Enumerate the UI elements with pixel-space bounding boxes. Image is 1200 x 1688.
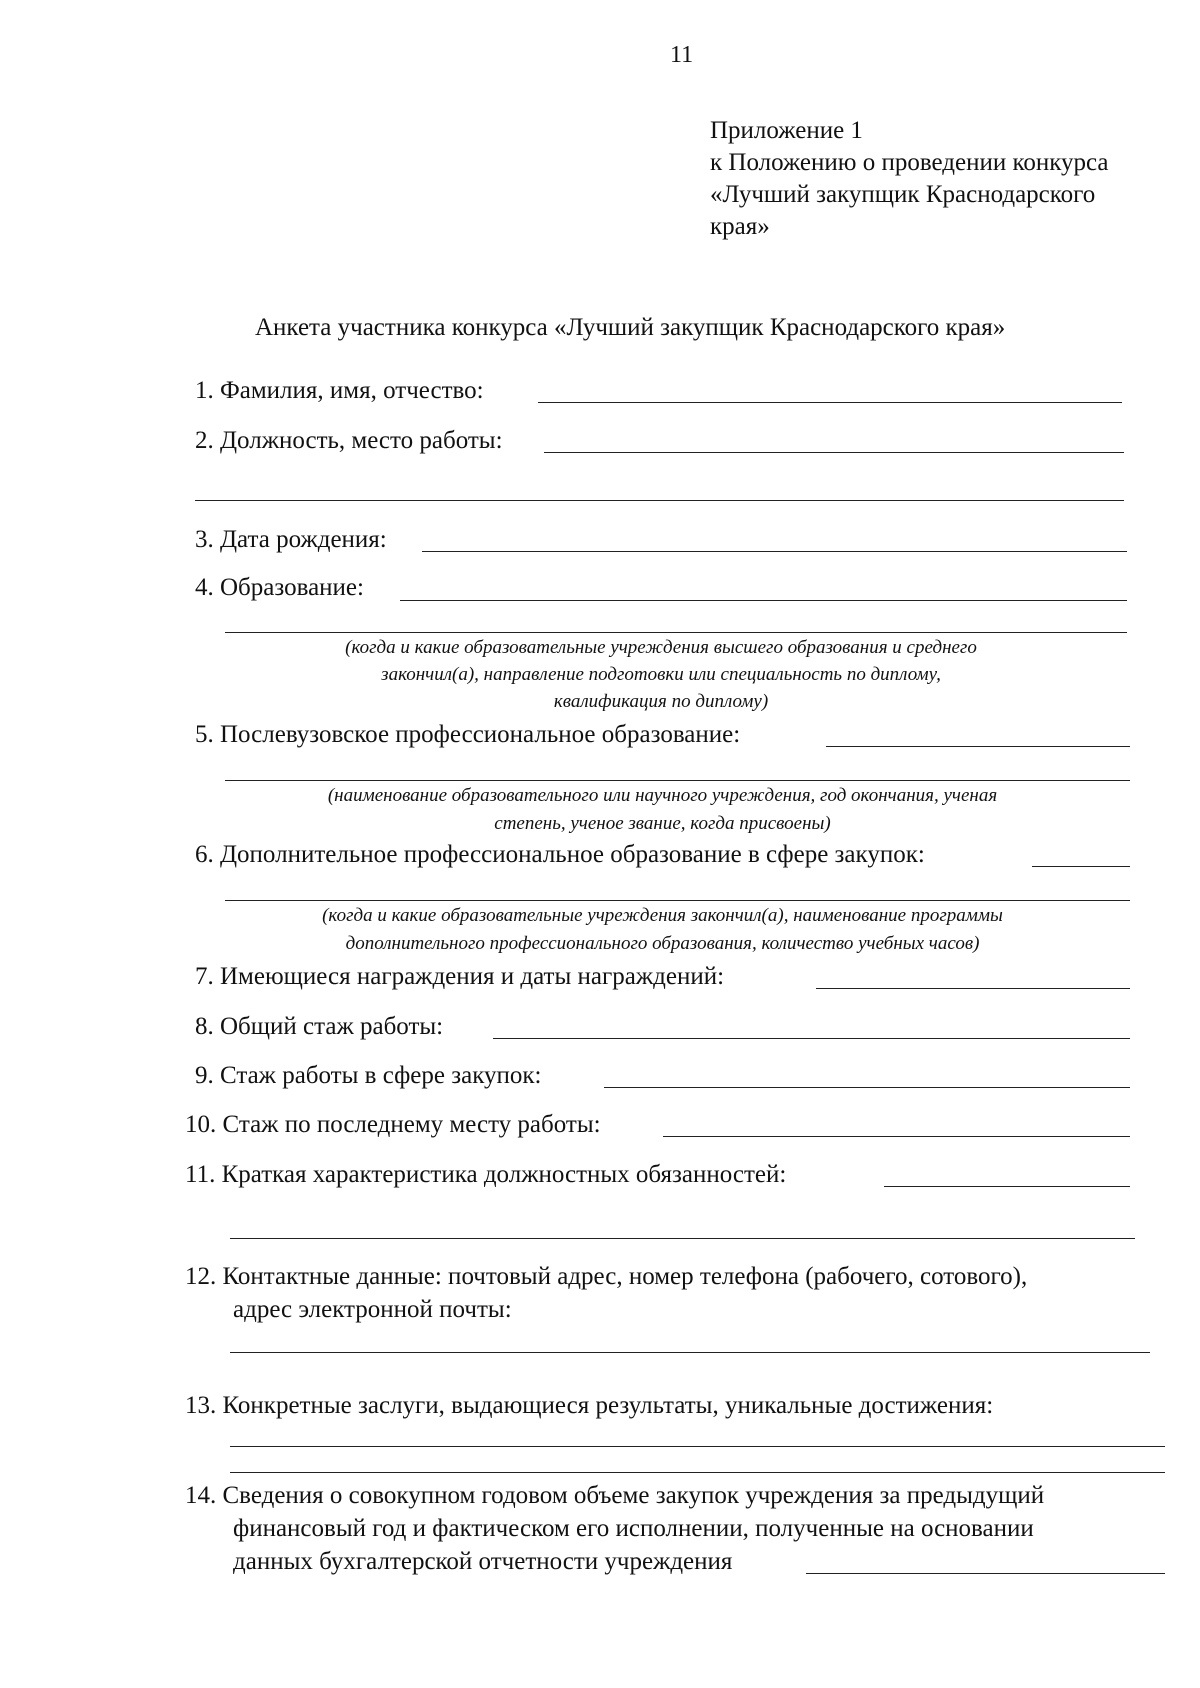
field-6-label: 6. Дополнительное профессиональное образование в сфере закупок: xyxy=(195,841,925,868)
field-3-input-line[interactable] xyxy=(422,551,1127,552)
field-6-input-line-2[interactable] xyxy=(225,900,1130,901)
form-title: Анкета участника конкурса «Лучший закупщик Краснодарского края» xyxy=(255,314,1006,341)
field-12-label-2: адрес электронной почты: xyxy=(233,1296,512,1323)
field-7-label: 7. Имеющиеся награждения и даты награждений: xyxy=(195,963,725,990)
field-5-hint-2: степень, ученое звание, когда присвоены) xyxy=(494,813,831,834)
appendix-line-1: Приложение 1 xyxy=(710,117,863,144)
field-4-hint-3: квалификация по диплому) xyxy=(553,691,769,712)
field-14-label-1: 14. Сведения о совокупном годовом объеме закупок учреждения за предыдущий xyxy=(185,1482,1045,1509)
field-12-label-1: 12. Контактные данные: почтовый адрес, номер телефона (рабочего, сотового), xyxy=(185,1263,1028,1290)
field-6-hint-2: дополнительного профессионального образования, количество учебных часов) xyxy=(345,933,980,954)
field-4-hint-1: (когда и какие образовательные учреждения высшего образования и среднего xyxy=(345,637,977,658)
field-5-input-line-2[interactable] xyxy=(225,780,1130,781)
field-2-label: 2. Должность, место работы: xyxy=(195,427,503,454)
field-2-input-line[interactable] xyxy=(544,452,1124,453)
field-13-input-line-2[interactable] xyxy=(230,1472,1165,1473)
field-5-hint-1: (наименование образовательного или научного учреждения, год окончания, ученая xyxy=(327,785,998,806)
field-14-input-line[interactable] xyxy=(806,1573,1165,1574)
field-5-label: 5. Послевузовское профессиональное образование: xyxy=(195,721,741,748)
appendix-line-3: «Лучший закупщик Краснодарского xyxy=(710,181,1096,208)
field-11-label: 11. Краткая характеристика должностных обязанностей: xyxy=(185,1161,787,1188)
field-1-label: 1. Фамилия, имя, отчество: xyxy=(195,377,484,404)
field-1-input-line[interactable] xyxy=(538,402,1122,403)
field-4-input-line-2[interactable] xyxy=(225,632,1127,633)
field-10-input-line[interactable] xyxy=(663,1136,1130,1137)
field-13-input-line[interactable] xyxy=(230,1446,1165,1447)
field-11-input-line-2[interactable] xyxy=(230,1238,1135,1239)
field-12-input-line[interactable] xyxy=(230,1352,1150,1353)
field-4-label: 4. Образование: xyxy=(195,574,364,601)
field-10-label: 10. Стаж по последнему месту работы: xyxy=(185,1111,601,1138)
field-8-label: 8. Общий стаж работы: xyxy=(195,1013,444,1040)
field-4-input-line[interactable] xyxy=(400,600,1127,601)
field-2-input-line-2[interactable] xyxy=(195,500,1124,501)
field-4-hint-2: закончил(а), направление подготовки или специальность по диплому, xyxy=(381,664,941,685)
field-6-input-line[interactable] xyxy=(1032,866,1130,867)
field-3-label: 3. Дата рождения: xyxy=(195,526,387,553)
field-14-label-3: данных бухгалтерской отчетности учреждения xyxy=(233,1548,733,1575)
appendix-line-4: края» xyxy=(710,213,770,240)
field-5-input-line[interactable] xyxy=(826,746,1130,747)
page-number: 11 xyxy=(670,42,694,68)
field-8-input-line[interactable] xyxy=(493,1038,1130,1039)
field-13-label: 13. Конкретные заслуги, выдающиеся результаты, уникальные достижения: xyxy=(185,1392,994,1419)
field-9-input-line[interactable] xyxy=(604,1087,1130,1088)
field-9-label: 9. Стаж работы в сфере закупок: xyxy=(195,1062,542,1089)
field-11-input-line[interactable] xyxy=(884,1186,1130,1187)
field-6-hint-1: (когда и какие образовательные учреждения закончил(а), наименование программы xyxy=(322,905,1003,926)
appendix-line-2: к Положению о проведении конкурса xyxy=(710,149,1109,176)
field-14-label-2: финансовый год и фактическом его исполнении, полученные на основании xyxy=(233,1515,1034,1542)
field-7-input-line[interactable] xyxy=(816,988,1130,989)
